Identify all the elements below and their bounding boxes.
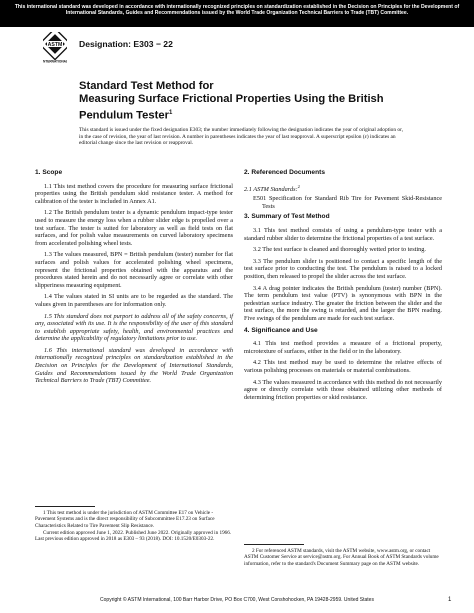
paragraph-3-3: 3.3 The pendulum slider is positioned to contact a specific length of the test surface prior to conducting the test. The pendulum is raised to a locked position, then released to propel the slider across the test surface. [244,257,442,281]
footnote-rule-right [244,544,304,545]
paragraph-2-1-text: 2.1 ASTM Standards: [244,185,298,193]
paragraph-3-4: 3.4 A drag pointer indicates the British pendulum (tester) number (BPN). The term pendulum test value (PTV) is synonymous with BPN in the pedestrian surface industry. The greater the friction between the slider and the test surface, the more the swing is retarded, and the larger the BPN reading. Five swings of the pendulum are made for each test surface. [244,284,442,322]
paragraph-1-2: 1.2 The British pendulum tester is a dynamic pendulum impact-type tester used to measure the energy loss when a rubber slider edge is propelled over a test surface. The tester is suited for laboratory as well as field tests on flat surfaces, and for polish value measurements on curved laboratory specimens from accelerated polishing wheel tests. [35,209,233,247]
paragraph-1-3: 1.3 The values measured, BPN = British pendulum (tester) number for flat surfaces and polish values for accelerated polishing wheel specimens, represent the frictional properties obtained with the apparatus and the procedures stated herein and do not necessarily agree or correlate with other slipperiness measuring equipment. [35,251,233,289]
svg-text:ASTM: ASTM [47,42,63,48]
copyright-line: Copyright © ASTM International, 100 Barr Harbor Drive, PO Box C700, West Conshohocken, PA 19428-2959. United States [100,597,374,603]
title-footnote-mark: 1 [168,109,173,116]
page-number: 1 [448,597,452,603]
left-column [35,166,233,389]
footnote-1-jurisdiction: 1 This test method is under the jurisdiction of ASTM Committee E17 on Vehicle - Pavement Systems and is the direct responsibility of Subcommittee E17.23 on Surface Characteristics Related to Tire Pavement Slip Resistance. [35,510,215,529]
paragraph-1-1: 1.1 This test method covers the procedure for measuring surface frictional properties using the British pendulum skid resistance tester. A method for calibration of the tester is included in Annex A1. [35,182,233,205]
title-line-2 [79,93,429,123]
section-heading-significance: 4. Significance and Use [244,326,318,334]
title-line-1: Standard Test Method for [79,80,214,92]
footnote-2 [244,548,442,568]
standard-issuance-note: This standard is issued under the fixed designation E303; the number immediately following the designation indicates the year of original adoption or, in the case of revision, the year of last revision. A number in parentheses indicates the year of last reapproval. A superscript epsilon (ε) indicates an editorial change since the last revision or reapproval. [79,127,404,146]
header-banner [0,0,474,27]
section-heading-scope: 1. Scope [35,169,63,176]
header-banner-text: This international standard was developed in accordance with internationally recognized principles on standardization established in the Decision on Principles for the Development of International Standards, Guides and Recommendations issued by the World Trade Organization Technical Barriers to Trade (TBT) Committee. [14,4,460,17]
footnote-1-edition: Current edition approved June 1, 2022. Published June 2022. Originally approved in 1966. Last previous edition approved in 2018 as E303 – 93 (2018). DOI: 10.1520/E0303-22. [35,529,232,543]
paragraph-4-1: 4.1 This test method provides a measure of a frictional property, microtexture of surfaces, either in the field or in the laboratory. [244,340,442,355]
footnote-1 [35,510,233,543]
section-heading-referenced-documents: 2. Referenced Documents [244,169,325,176]
svg-text:INTERNATIONAL: INTERNATIONAL [43,59,67,64]
paragraph-1-4: 1.4 The values stated in SI units are to be regarded as the standard. The values given in parentheses are for information only. [35,293,233,308]
document-title [79,80,429,123]
footnote-rule-left [35,506,95,507]
right-column [244,166,442,405]
paragraph-3-2: 3.2 The test surface is cleaned and thoroughly wetted prior to testing. [253,246,426,254]
paragraph-3-1: 3.1 This test method consists of using a pendulum-type tester with a standard rubber slider to determine the frictional properties of a test surface. [244,227,442,242]
designation: Designation: E303 − 22 [79,39,173,49]
title-line-2-text: Measuring Surface Frictional Properties Using the British Pendulum Tester [79,93,384,122]
paragraph-2-1 [244,183,442,194]
astm-international-logo [43,32,67,64]
reference-e501: E501 Specification for Standard Rib Tire for Pavement Skid-Resistance Tests [253,195,442,210]
footnote-2-text: 2 For referenced ASTM standards, visit the ASTM website, www.astm.org, or contact ASTM Customer Service at service@astm.org. For Annual Book of ASTM Standards volume information, refer to the standard's Document Summary page on the ASTM website. [244,548,439,567]
paragraph-1-6: 1.6 This international standard was developed in accordance with internationally recognized principles on standardization established in the Decision on Principles for the Development of International Standards, Guides and Recommendations issued by the World Trade Organization Technical Barriers to Trade (TBT) Committee. [35,346,233,385]
paragraph-4-2: 4.2 This test method may be used to determine the relative effects of various polishing processes on materials or material combinations. [244,359,442,374]
section-heading-summary: 3. Summary of Test Method [244,213,330,221]
paragraph-1-5: 1.5 This standard does not purport to address all of the safety concerns, if any, associated with its use. It is the responsibility of the user of this standard to establish appropriate safety, health, and environmental practices and determine the applicability of regulatory limitations prior to use. [35,312,233,343]
paragraph-4-3: 4.3 The values measured in accordance with this method do not necessarily agree or directly correlate with those obtained utilizing other methods of determining friction properties or skid resistance. [244,378,442,401]
paragraph-2-1-footnote-mark: 2 [297,183,300,189]
astm-logo-icon [43,32,67,64]
